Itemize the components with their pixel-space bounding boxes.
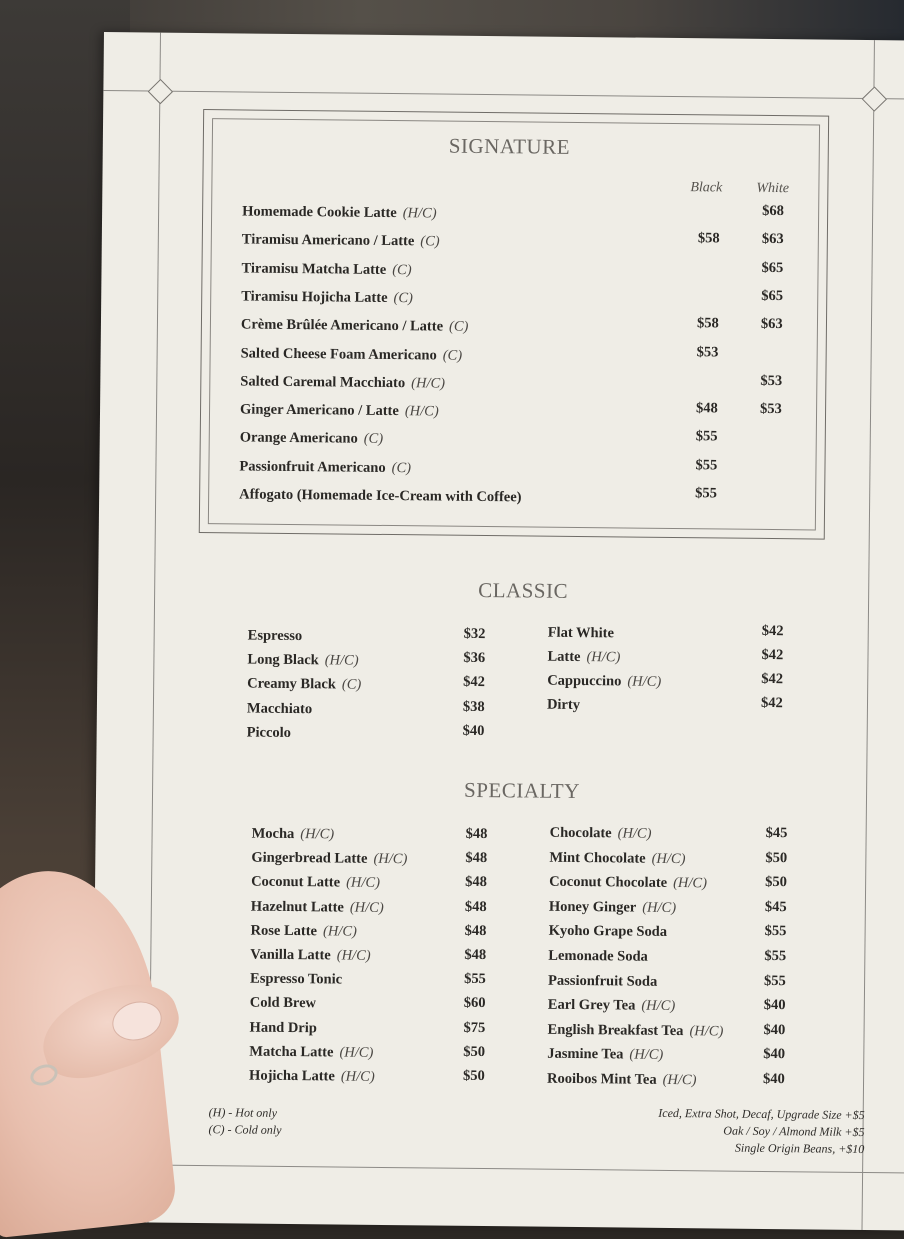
classic-price-text: $42 <box>760 694 783 712</box>
corner-diamond-icon <box>148 79 173 104</box>
classic-price-text: $42 <box>761 646 784 664</box>
signature-item-text: Homemade Cookie Latte <box>242 203 397 222</box>
specialty-price <box>764 997 786 1014</box>
specialty-price-text: $48 <box>464 946 487 964</box>
classic-item-text: Macchiato <box>246 700 313 717</box>
temperature-tag: (H/C) <box>404 403 439 420</box>
specialty-item <box>250 971 342 989</box>
specialty-item-text: Matcha Latte <box>249 1043 334 1061</box>
classic-price <box>464 626 486 643</box>
specialty-item-text: Coconut Chocolate <box>549 873 668 892</box>
temperature-tag: (C) <box>442 347 463 364</box>
classic-item <box>547 649 620 667</box>
classic-item-text: Cappuccino <box>547 672 622 690</box>
specialty-item-text: Vanilla Latte <box>250 946 331 964</box>
temperature-tag: (H/C) <box>651 850 686 867</box>
specialty-price-text: $48 <box>465 850 488 867</box>
temperature-tag: (H/C) <box>662 1071 697 1089</box>
specialty-item-text: Mint Chocolate <box>549 849 646 867</box>
temperature-tag: (H/C) <box>300 826 335 843</box>
classic-item <box>548 625 614 643</box>
specialty-price-text: $50 <box>765 874 787 891</box>
legend-cold: (C) - Cold only <box>208 1122 282 1137</box>
specialty-item <box>549 874 707 893</box>
classic-price <box>463 723 485 740</box>
specialty-price-text: $48 <box>465 825 488 843</box>
price-white-text: $68 <box>762 202 784 220</box>
temperature-tag: (H/C) <box>411 375 446 392</box>
specialty-price <box>763 1022 785 1039</box>
specialty-price <box>763 1071 785 1088</box>
specialty-price-text: $40 <box>763 1021 786 1038</box>
signature-item-text: Passionfruit Americano <box>239 458 386 476</box>
price-white-text: $53 <box>760 400 782 418</box>
price-white <box>760 373 782 390</box>
column-black-header: Black <box>690 180 723 196</box>
specialty-item <box>550 825 652 843</box>
specialty-price-text: $50 <box>463 1043 486 1060</box>
extras-line: Oak / Soy / Almond Milk +$5 <box>723 1123 865 1140</box>
price-black-text: $48 <box>696 400 718 417</box>
price-white-text: $63 <box>761 231 784 248</box>
specialty-price-text: $55 <box>464 971 486 988</box>
specialty-price-text: $48 <box>464 922 487 939</box>
classic-item-text: Piccolo <box>246 724 292 741</box>
specialty-price-text: $55 <box>764 947 787 965</box>
specialty-price-text: $48 <box>464 898 487 915</box>
specialty-item <box>548 972 657 990</box>
specialty-item-text: Hand Drip <box>249 1019 317 1036</box>
specialty-item-text: Hojicha Latte <box>248 1067 335 1085</box>
classic-item-text: Espresso <box>247 627 303 645</box>
signature-item <box>241 260 411 279</box>
classic-price-text: $38 <box>462 698 485 715</box>
specialty-price-text: $40 <box>763 1046 786 1063</box>
signature-item <box>241 345 463 364</box>
specialty-price <box>463 1068 485 1085</box>
specialty-price-text: $48 <box>465 874 487 891</box>
signature-item <box>242 232 440 251</box>
specialty-item <box>251 922 357 940</box>
price-white <box>761 316 783 333</box>
specialty-price-text: $45 <box>765 824 788 842</box>
specialty-item-text: Lemonade Soda <box>548 947 648 965</box>
classic-item <box>547 673 661 691</box>
signature-item <box>241 288 413 307</box>
specialty-item-text: Hazelnut Latte <box>250 898 344 916</box>
specialty-price <box>765 850 787 867</box>
specialty-item-text: Gingerbread Latte <box>251 849 368 867</box>
specialty-item-text: Mocha <box>251 825 295 843</box>
specialty-item <box>249 1019 316 1037</box>
signature-item <box>239 486 522 506</box>
specialty-price <box>465 874 487 891</box>
price-black-text: $55 <box>695 428 718 445</box>
classic-price-text: $40 <box>462 722 485 739</box>
classic-item <box>247 724 291 741</box>
classic-price-text: $42 <box>761 622 784 640</box>
specialty-item <box>249 1068 375 1086</box>
specialty-price <box>766 825 788 842</box>
price-black <box>697 315 719 332</box>
temperature-tag: (H/C) <box>336 947 371 964</box>
specialty-item-text: Rose Latte <box>250 922 318 940</box>
temperature-tag: (C) <box>391 459 412 476</box>
price-black <box>697 344 719 361</box>
temperature-tag: (C) <box>363 431 384 448</box>
specialty-price <box>764 973 786 990</box>
specialty-price <box>763 1046 785 1063</box>
specialty-price <box>464 947 486 964</box>
temperature-tag: (C) <box>420 233 440 250</box>
temperature-tag: (H/C) <box>641 997 676 1015</box>
specialty-price <box>465 923 487 940</box>
specialty-price <box>463 1044 485 1061</box>
border-line-right <box>861 40 874 1230</box>
specialty-price <box>464 971 486 988</box>
price-black-text: $55 <box>695 485 718 502</box>
classic-price <box>761 695 783 712</box>
signature-item <box>240 430 384 449</box>
price-white-text: $65 <box>761 259 784 276</box>
signature-item-text: Salted Caremal Macchiato <box>240 373 406 391</box>
price-black-text: $53 <box>696 343 719 360</box>
specialty-item <box>251 874 380 892</box>
specialty-item-text: Cold Brew <box>249 994 317 1012</box>
specialty-item <box>549 923 668 941</box>
specialty-item-text: English Breakfast Tea <box>547 1021 684 1039</box>
signature-item <box>239 458 411 477</box>
classic-item-text: Long Black <box>247 651 319 669</box>
price-white-text: $53 <box>760 372 783 389</box>
classic-item <box>247 652 358 670</box>
signature-item-text: Tiramisu Hojicha Latte <box>241 288 388 306</box>
extras-line: Iced, Extra Shot, Decaf, Upgrade Size +$5 <box>658 1105 865 1123</box>
classic-price-text: $42 <box>761 670 784 688</box>
classic-title: CLASSIC <box>478 577 569 603</box>
price-black <box>698 231 720 248</box>
specialty-item-text: Honey Ginger <box>548 898 637 916</box>
classic-item <box>248 628 303 646</box>
temperature-tag: (H/C) <box>617 825 652 842</box>
specialty-price <box>764 948 786 965</box>
specialty-item <box>252 826 335 844</box>
temperature-tag: (H/C) <box>642 899 677 916</box>
temperature-tag: (C) <box>393 289 414 307</box>
specialty-price <box>464 1019 486 1036</box>
classic-item-text: Dirty <box>546 696 581 714</box>
specialty-item <box>250 995 316 1013</box>
temperature-tag: (C) <box>448 318 469 336</box>
classic-item <box>247 676 361 694</box>
classic-price <box>463 698 485 715</box>
specialty-item <box>547 1046 663 1064</box>
temperature-tag: (C) <box>392 261 412 278</box>
specialty-price-text: $45 <box>764 898 787 915</box>
temperature-tag: (H/C) <box>322 923 357 940</box>
price-black <box>695 457 717 474</box>
price-white <box>761 259 783 276</box>
price-white-text: $63 <box>760 316 783 333</box>
specialty-item-text: Rooibos Mint Tea <box>546 1070 657 1088</box>
specialty-price-text: $75 <box>463 1019 486 1036</box>
specialty-item <box>548 948 648 966</box>
temperature-tag: (H/C) <box>346 874 381 892</box>
signature-item <box>241 317 469 336</box>
classic-price <box>762 623 784 640</box>
classic-item-text: Flat White <box>547 624 615 642</box>
specialty-item <box>547 1071 697 1090</box>
extras-line: Single Origin Beans, +$10 <box>734 1140 865 1157</box>
temperature-tag: (H/C) <box>627 673 662 690</box>
specialty-item-text: Coconut Latte <box>251 873 341 891</box>
temperature-tag: (H/C) <box>349 899 384 916</box>
temperature-tag: (H/C) <box>324 652 359 669</box>
specialty-price <box>466 826 488 843</box>
specialty-price-text: $50 <box>463 1067 485 1085</box>
classic-item <box>247 700 312 718</box>
price-black <box>696 400 718 417</box>
signature-item-text: Tiramisu Americano / Latte <box>241 231 415 250</box>
price-black <box>696 429 718 446</box>
signature-item-text: Ginger Americano / Latte <box>239 401 399 420</box>
classic-price-text: $42 <box>463 674 486 691</box>
temperature-tag: (H/C) <box>340 1068 375 1085</box>
price-black-text: $58 <box>697 230 720 247</box>
signature-item-text: Salted Cheese Foam Americano <box>240 344 437 364</box>
temperature-tag: (H/C) <box>689 1022 724 1040</box>
specialty-item <box>548 997 676 1015</box>
price-white-text: $65 <box>761 287 784 305</box>
classic-item-text: Creamy Black <box>247 675 337 693</box>
border-line-bottom <box>92 1164 904 1174</box>
classic-price <box>463 650 485 667</box>
temperature-tag: (H/C) <box>673 875 708 892</box>
price-black <box>695 485 717 502</box>
border-line-top <box>103 90 904 100</box>
signature-item-text: Orange Americano <box>239 429 358 448</box>
price-black-text: $55 <box>695 456 718 474</box>
specialty-item-text: Passionfruit Soda <box>548 972 658 990</box>
specialty-price-text: $50 <box>765 849 788 866</box>
signature-item <box>242 203 437 222</box>
price-white <box>761 288 783 305</box>
signature-item-text: Crème Brûlée Americano / Latte <box>240 316 444 335</box>
classic-item-text: Latte <box>547 648 581 666</box>
specialty-price <box>765 899 787 916</box>
column-white-header: White <box>756 180 790 197</box>
classic-price <box>761 671 783 688</box>
specialty-price-text: $40 <box>762 1070 785 1088</box>
specialty-price-text: $60 <box>463 995 486 1012</box>
classic-price-text: $32 <box>463 625 486 643</box>
signature-item-text: Tiramisu Matcha Latte <box>241 260 387 278</box>
price-white <box>762 231 784 248</box>
specialty-item <box>547 1021 723 1040</box>
signature-item <box>240 373 445 392</box>
signature-item-text: Affogato (Homemade Ice-Cream with Coffee) <box>239 486 522 506</box>
specialty-item-text: Jasmine Tea <box>547 1046 624 1063</box>
price-white <box>762 203 784 220</box>
specialty-title: SPECIALTY <box>463 777 580 804</box>
specialty-item <box>549 899 676 917</box>
specialty-item <box>549 849 685 867</box>
temperature-tag: (H/C) <box>586 649 621 666</box>
specialty-item <box>251 850 407 869</box>
menu-sheet <box>92 32 904 1231</box>
classic-price <box>761 647 783 664</box>
classic-price <box>463 674 485 691</box>
temperature-tag: (C) <box>341 676 362 694</box>
temperature-tag: (H/C) <box>373 851 408 868</box>
specialty-item-text: Kyoho Grape Soda <box>548 923 668 941</box>
classic-item <box>547 697 580 714</box>
specialty-price-text: $40 <box>763 997 786 1014</box>
specialty-item <box>249 1043 373 1061</box>
specialty-item <box>250 947 370 965</box>
specialty-price <box>765 923 787 940</box>
specialty-price <box>465 850 487 867</box>
specialty-item-text: Espresso Tonic <box>250 970 343 988</box>
specialty-price <box>464 995 486 1012</box>
specialty-price-text: $55 <box>764 923 787 940</box>
price-black-text: $58 <box>696 315 719 332</box>
temperature-tag: (H/C) <box>402 205 437 222</box>
classic-price-text: $36 <box>463 649 486 667</box>
specialty-price-text: $55 <box>764 972 786 989</box>
temperature-tag: (H/C) <box>339 1044 374 1061</box>
signature-item <box>240 402 439 421</box>
signature-title: SIGNATURE <box>448 133 571 159</box>
legend-hot: (H) - Hot only <box>208 1105 278 1120</box>
specialty-item <box>251 898 384 916</box>
corner-diamond-icon <box>862 86 887 111</box>
specialty-item-text: Earl Grey Tea <box>547 996 636 1014</box>
specialty-item-text: Chocolate <box>549 824 612 842</box>
temperature-tag: (H/C) <box>629 1046 664 1064</box>
specialty-price <box>465 898 487 915</box>
price-white <box>760 401 782 418</box>
specialty-price <box>765 874 787 891</box>
